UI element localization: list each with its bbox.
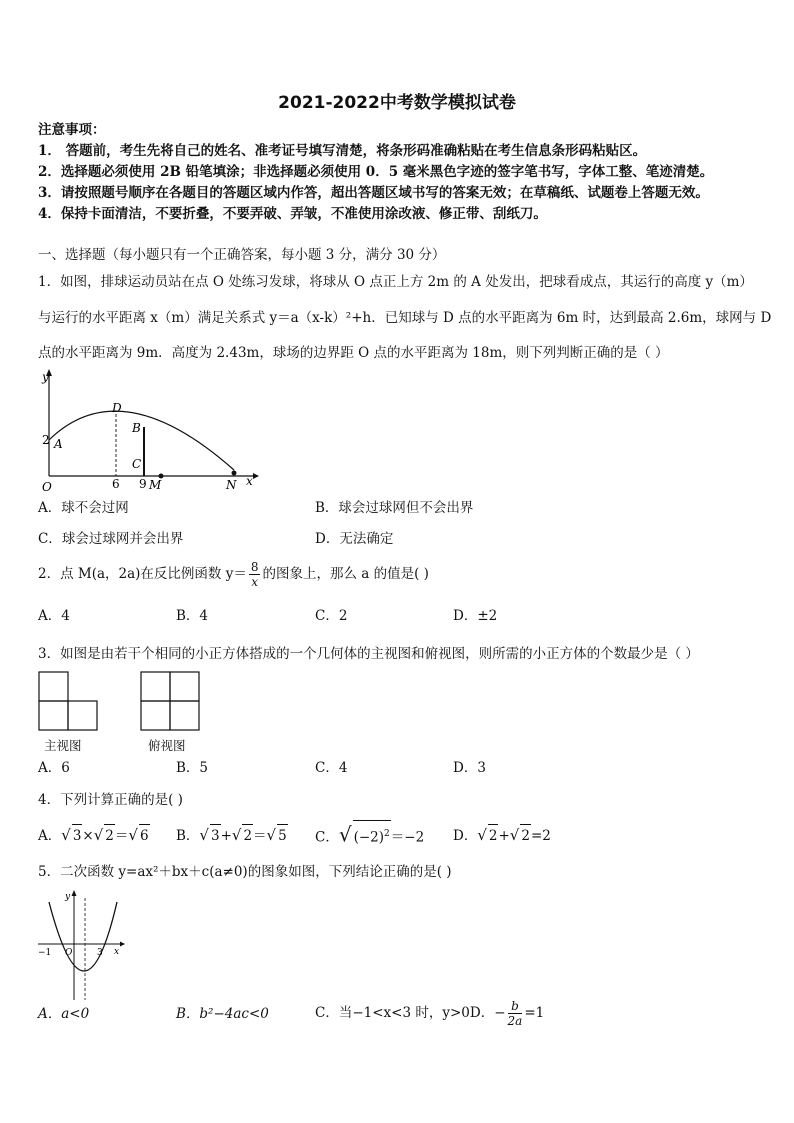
exponent: 2 [384, 829, 390, 839]
operator: × [82, 828, 94, 844]
label-x: x [246, 474, 253, 488]
q2-option-d: D．±2 [453, 608, 498, 624]
sqrt-symbol: √ [509, 826, 520, 844]
label-x: x [114, 947, 120, 957]
q3-top-label: 俯视图 [148, 738, 186, 753]
fraction-den: 2a [507, 1014, 523, 1028]
q5-option-a: A．a<0 [38, 1006, 90, 1022]
label-m: M [149, 478, 162, 492]
label-d: D [112, 401, 122, 415]
q2-text [38, 552, 429, 596]
notice-heading: 注意事项： [38, 122, 106, 138]
notice-item: 3．请按照题号顺序在各题目的答题区域内作答，超出答题区域书写的答案无效；在草稿纸、试题卷上答题无效。 [38, 185, 709, 201]
q5-text: 5．二次函数 y=ax²＋bx＋c(a≠0)的图象如图，下列结论正确的是( ) [38, 864, 452, 880]
x-axis-arrow [253, 473, 259, 479]
q2-option-a: A．4 [38, 608, 70, 624]
q1-option-b: B．球会过球网但不会出界 [315, 500, 474, 516]
sqrt-symbol: √ [266, 826, 277, 844]
radicand: 2 [520, 824, 531, 847]
radicand [353, 820, 391, 851]
section-heading: 一、选择题（每小题只有一个正确答案，每小题 3 分，满分 30 分） [38, 247, 446, 263]
q3-option-b: B．5 [176, 760, 209, 776]
radicand: 5 [277, 824, 288, 847]
q4-option-b-label: B． [176, 828, 200, 844]
radicand-base: (−2) [353, 829, 385, 846]
label-y: y [42, 370, 49, 384]
q3-front-label: 主视图 [44, 738, 82, 753]
radicand: 3 [72, 824, 83, 847]
sqrt-symbol: √ [128, 826, 138, 844]
q4-text: 4．下列计算正确的是( ) [38, 792, 183, 808]
q2-text-pre: 2．点 M(a，2a)在反比例函数 y＝ [38, 566, 247, 582]
sqrt-symbol: √ [231, 826, 242, 844]
q4-option-a [38, 824, 150, 847]
equals: ＝ [253, 828, 267, 844]
top-cell [141, 701, 170, 730]
operator: + [498, 828, 510, 844]
radicand: 2 [104, 824, 115, 847]
q3-top-view [140, 671, 202, 733]
q5-option-d-post: =1 [524, 1005, 545, 1021]
q3-option-a: A．6 [38, 760, 70, 776]
q1-option-a: A．球不会过网 [38, 500, 129, 516]
result: ＝−2 [390, 829, 425, 846]
label-9: 9 [139, 477, 147, 491]
sqrt-symbol: √ [199, 826, 209, 844]
top-cell [141, 672, 170, 701]
label-y: y [65, 892, 71, 902]
label-c: C [132, 457, 142, 471]
point-n [232, 471, 237, 476]
q2-fraction-num: 8 [250, 560, 259, 574]
fraction-num: b [508, 999, 523, 1014]
label-b: B [132, 421, 141, 435]
q1-text-line3: 点的水平距离为 9m．高度为 2.43m，球场的边界距 O 点的水平距离为 18m，则下列判断正确的是（ ） [38, 345, 669, 361]
operator: + [220, 828, 232, 844]
q4-option-d-label: D． [453, 828, 478, 844]
radicand: 2 [488, 824, 499, 847]
q1-text-line2: 与运行的水平距离 x（m）满足关系式 y＝a（x-k）²+h．已知球与 D 点的水平距离为 6m 时，达到最高 2.6m，球网与 D [38, 310, 772, 326]
label-o: O [65, 948, 73, 958]
label-o: O [42, 480, 52, 492]
top-cell [170, 701, 199, 730]
q1-option-c: C．球会过球网并会出界 [38, 531, 184, 547]
q3-option-c: C．4 [315, 760, 348, 776]
q1-option-d: D．无法确定 [315, 531, 394, 547]
radicand: 3 [210, 824, 221, 847]
q1-text-line1: 1．如图，排球运动员站在点 O 处练习发球，将球从 O 点正上方 2m 的 A 处发出，把球看成点，其运行的高度 y（m） [38, 274, 753, 290]
notice-item: 2．选择题必须使用 2B 铅笔填涂；非选择题必须使用 0．5 毫米黑色字迹的签字笔书写，字体工整、笔迹清楚。 [38, 164, 714, 180]
q1-figure [38, 368, 260, 492]
q2-option-b: B．4 [176, 608, 209, 624]
q4-option-c [315, 820, 424, 851]
q5-option-b: B．b²−4ac<0 [176, 1006, 269, 1022]
sqrt-symbol: √ [93, 826, 104, 844]
label-6: 6 [112, 477, 120, 491]
sqrt-symbol: √ [338, 822, 352, 847]
q5-option-d-label: D．− [469, 1005, 506, 1021]
front-cell [39, 701, 68, 730]
label-2: 2 [42, 433, 50, 447]
q4-option-a-label: A． [38, 828, 62, 844]
x-axis-arrow [120, 942, 125, 947]
front-cell [39, 672, 68, 701]
y-axis-arrow [72, 890, 77, 896]
top-cell [170, 672, 199, 701]
q3-text: 3．如图是由若干个相同的小正方体搭成的一个几何体的主视图和俯视图，则所需的小正方体的个数最少是（ ） [38, 646, 699, 662]
sqrt-symbol: √ [477, 826, 487, 844]
radicand: 6 [139, 824, 150, 847]
q3-front-view [38, 671, 100, 733]
parabola [49, 902, 120, 971]
q4-option-d [453, 824, 551, 847]
q5-figure [36, 888, 126, 1004]
q2-fraction-den: x [251, 575, 259, 589]
q5-option-c: C．当−1<x<3 时，y>0 [315, 1005, 470, 1021]
q2-fraction [249, 560, 261, 589]
result: =2 [530, 828, 551, 844]
q2-text-post: 的图象上，那么 a 的值是( ) [262, 566, 429, 582]
q3-option-d: D．3 [453, 760, 486, 776]
equals: ＝ [114, 828, 129, 844]
label-neg1: −1 [38, 948, 52, 958]
q5-option-d-fraction [508, 999, 523, 1028]
label-a: A [54, 437, 63, 451]
label-n: N [226, 478, 237, 492]
label-3: 3 [97, 948, 103, 958]
notice-item: 4．保持卡面清洁，不要折叠，不要弄破、弄皱，不准使用涂改液、修正带、刮纸刀。 [38, 206, 547, 222]
q4-option-c-label: C． [315, 829, 339, 846]
notice-item: 1． 答题前，考生先将自己的姓名、准考证号填写清楚，将条形码准确粘贴在考生信息条形码粘贴区。 [38, 143, 647, 159]
q4-option-b [176, 824, 288, 847]
radicand: 2 [242, 824, 253, 847]
ball-trajectory [49, 411, 234, 470]
sqrt-symbol: √ [61, 826, 71, 844]
front-cell [68, 701, 97, 730]
q2-option-c: C．2 [315, 608, 348, 624]
page-title: 2021-2022中考数学模拟试卷 [278, 93, 516, 113]
q5-option-cd [315, 990, 544, 1036]
